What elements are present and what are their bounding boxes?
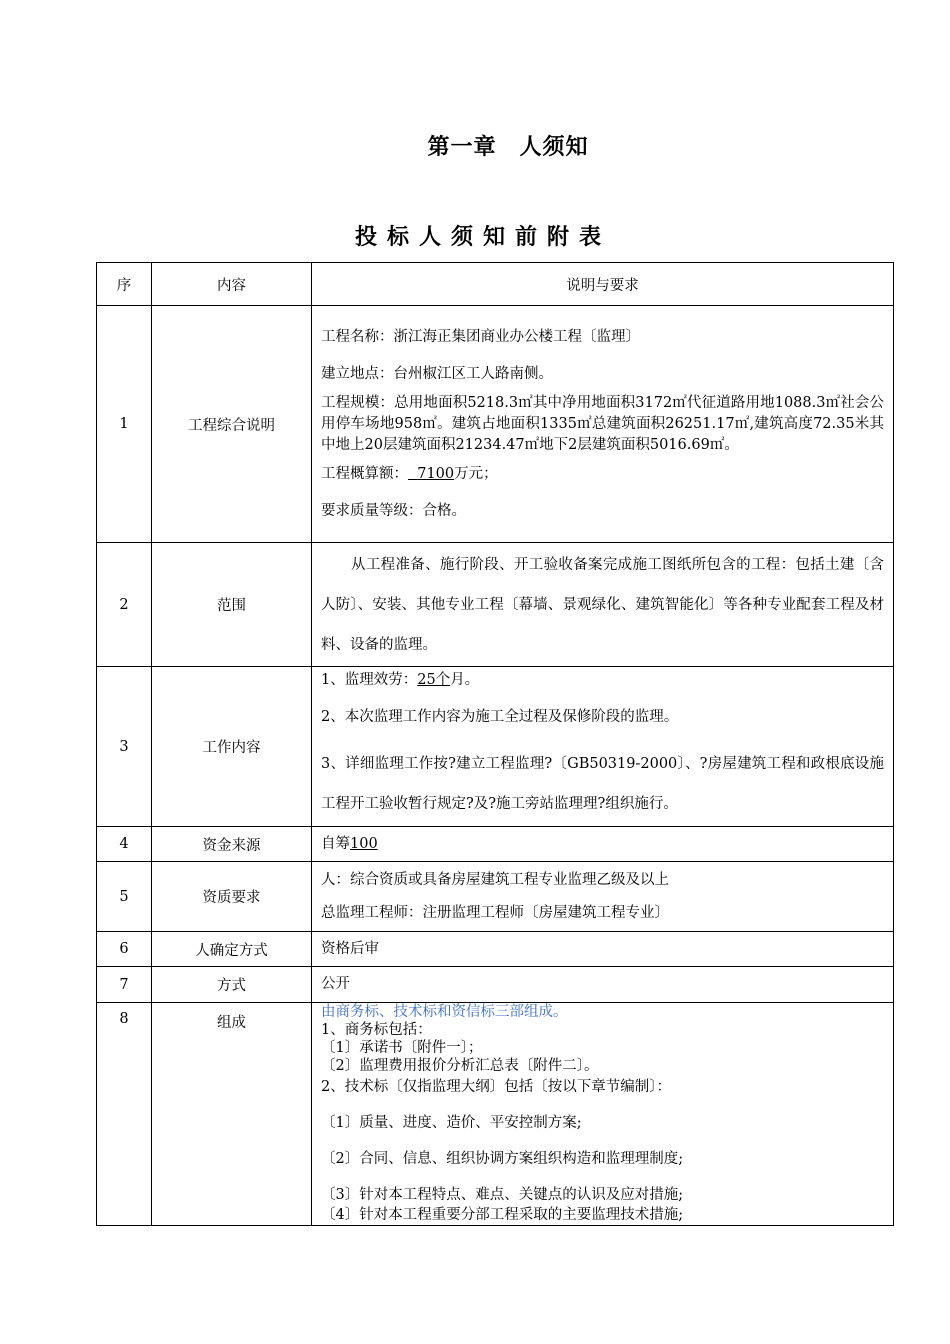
row-desc: 公开 [312,967,894,1003]
row-item: 工程综合说明 [152,306,312,543]
row-no: 7 [97,967,152,1003]
budget-value: 7100 [417,465,455,482]
row-no: 1 [97,306,152,543]
row-item: 资金来源 [152,827,312,862]
budget-prefix: 工程概算额： [321,465,408,482]
composition-line: 〔2〕合同、信息、组织协调方案组织构造和监理理制度; [321,1151,684,1167]
composition-line: 〔2〕监理费用报价分析汇总表〔附件二〕。 [321,1058,599,1074]
row-item: 人确定方式 [152,932,312,967]
composition-line: 1、商务标包括： [321,1022,432,1038]
composition-line: 〔4〕针对本工程重要分部工程采取的主要监理技术措施; [321,1207,684,1223]
row-desc [312,1003,894,1226]
row-item: 工作内容 [152,667,312,827]
table-header-row [97,263,894,306]
composition-line: 〔1〕承诺书〔附件一〕； [321,1040,483,1056]
budget-suffix: 万元； [454,465,498,482]
row-item: 资质要求 [152,862,312,932]
project-location: 建立地点：台州椒江区工人路南侧。 [321,365,553,382]
row-no: 5 [97,862,152,932]
work-scope: 2、本次监理工作内容为施工全过程及保修阶段的监理。 [321,708,679,725]
composition-line: 〔3〕针对本工程特点、难点、关键点的认识及应对措施; [321,1187,684,1203]
funding-value: 100 [350,835,378,852]
table-row [97,932,894,967]
row-desc [312,862,894,932]
row-item: 方式 [152,967,312,1003]
qualification-line: 人：综合资质或具备房屋建筑工程专业监理乙级及以上 [321,871,669,888]
composition-summary: 由商务标、技术标和资信标三部组成。 [321,1004,568,1020]
chapter-title: 第一章 人须知 [427,135,589,160]
header-no: 序 [97,263,152,306]
header-item: 内容 [152,263,312,306]
row-no: 8 [97,1003,152,1226]
header-desc: 说明与要求 [312,263,894,306]
row-item: 范围 [152,543,312,667]
project-scale: 工程规模：总用地面积5218.3㎡其中净用地面积3172㎡代征道路用地1088.3㎡社会公用停车场地958㎡。建筑占地面积1335㎡总建筑面积26251.17㎡,建筑高度72.35米其中地上20层建筑面积21234.47㎡地下2层建筑面积5016.69㎡。 [321,394,884,453]
qualification-line: 总监理工程师：注册监理工程师〔房屋建筑工程专业〕 [321,904,669,921]
row-desc: 从工程准备、施行阶段、开工验收备案完成施工图纸所包含的工程：包括土建〔含人防〕、安装、其他专业工程〔幕墙、景观绿化、建筑智能化〕等各种专业配套工程及材料、设备的监理。 [312,543,894,667]
table-row [97,306,894,543]
project-budget [321,464,884,485]
row-no: 4 [97,827,152,862]
row-no: 2 [97,543,152,667]
table-row [97,862,894,932]
composition-line: 2、技术标〔仅指监理大纲〕包括〔按以下章节编制〕： [321,1079,671,1095]
service-period: 1、监理效劳：25个月。 [321,671,480,688]
project-name: 工程名称：浙江海正集团商业办公楼工程〔监理〕 [321,328,640,345]
row-item: 组成 [152,1003,312,1226]
work-standard: 3、详细监理工作按?建立工程监理?〔GB50319-2000〕、?房屋建筑工程和政根底设施工程开工验收暂行规定?及?施工旁站监理理?组织施行。 [321,755,884,812]
bidder-notice-table [96,262,894,1226]
row-desc: 自筹100 [312,827,894,862]
row-desc [312,667,894,827]
table-title: 投标人须知前附表 [354,225,611,250]
service-period-value: 25个 [417,671,451,688]
table-row [97,827,894,862]
table-row [97,667,894,827]
row-desc: 资格后审 [312,932,894,967]
table-row [97,967,894,1003]
table-row [97,543,894,667]
table-row [97,1003,894,1226]
row-desc [312,306,894,543]
row-no: 6 [97,932,152,967]
row-no: 3 [97,667,152,827]
quality-requirement: 要求质量等级：合格。 [321,502,466,519]
composition-line: 〔1〕质量、进度、造价、平安控制方案; [321,1115,582,1131]
